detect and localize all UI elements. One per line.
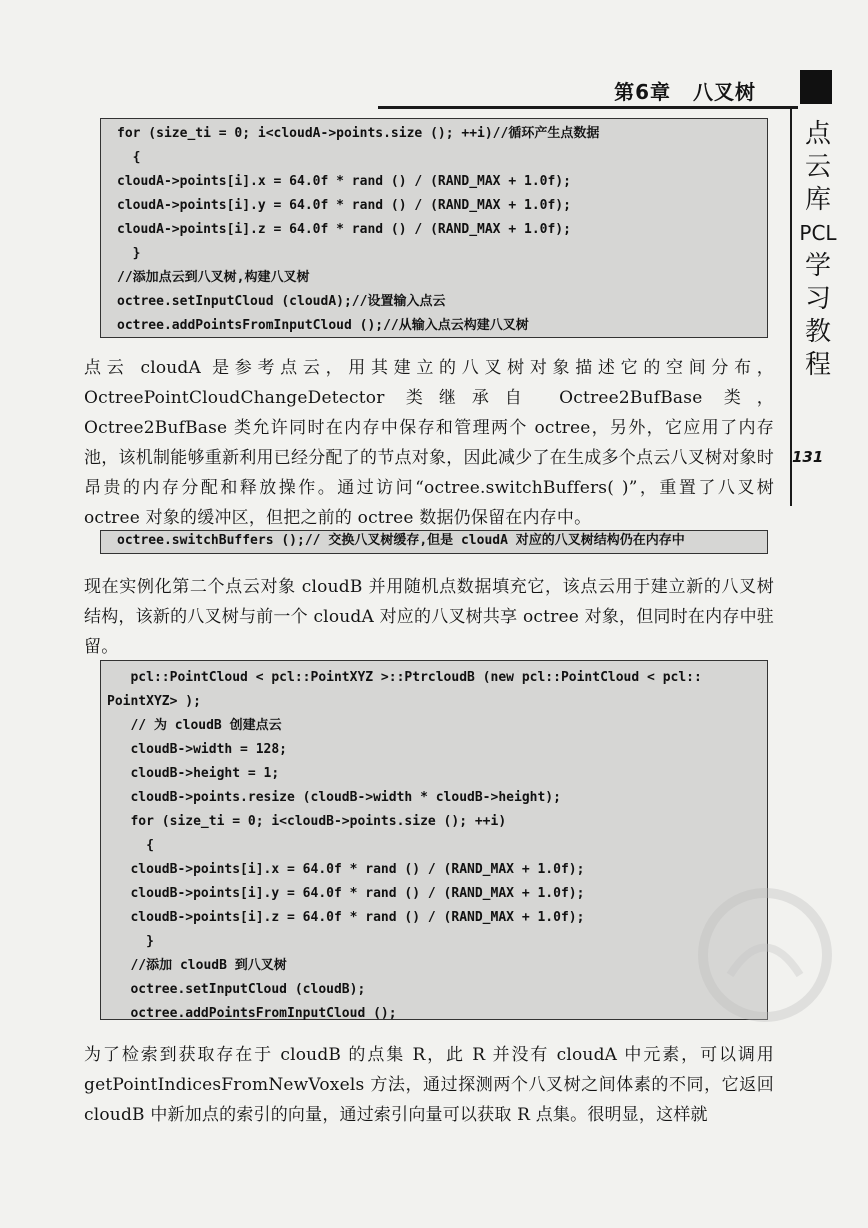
header-rule <box>378 106 798 109</box>
code-line: octree.setInputCloud (cloudA);//设置输入点云 <box>117 294 446 309</box>
code-block-cloudB <box>100 660 768 1020</box>
side-tab-book-title <box>798 118 838 382</box>
side-tab-char: 云 <box>804 152 831 182</box>
side-tab-char: 教 <box>804 317 831 347</box>
code-line: //添加点云到八叉树,构建八叉树 <box>117 270 310 285</box>
side-tab-char: 库 <box>804 185 831 215</box>
side-tab-char: 程 <box>804 350 831 380</box>
code-line: // 为 cloudB 创建点云 <box>107 718 282 733</box>
chapter-header <box>614 76 756 105</box>
code-line: } <box>117 246 141 261</box>
code-line: for (size_ti = 0; i<cloudB->points.size (); ++i) <box>107 814 507 829</box>
body-paragraph: 为了检索到获取存在于 cloudB 的点集 R，此 R 并没有 cloudA 中元素，可以调用 getPointIndicesFromNewVoxels 方法，通过探测两个八叉树之间体素的不同，它返回 cloudB 中新加点的索引的向量，通过索引向量可以获取 R 点集。很明显，这样就 <box>84 1045 774 1125</box>
page-number: 131 <box>792 448 824 466</box>
body-paragraph: 点云 cloudA 是参考点云，用其建立的八叉树对象描述它的空间分布，OctreePointCloudChangeDetector 类继承自 Octree2BufBase 类，Octree2BufBase 类允许同时在内存中保存和管理两个 octree，另外，它应用了内存池，该机制能够重新利用已经分配了的节点对象，因此减少了在生成多个点云八叉树对象时昂贵的内存分配和释放操作。通过访问“octree.switchBuffers( )”，重置了八叉树 octree 对象的缓冲区，但把之前的 octree 数据仍保留在内存中。 <box>84 358 774 528</box>
code-line: { <box>107 838 154 853</box>
code-line: octree.setInputCloud (cloudB); <box>107 982 366 997</box>
side-tab-char: 点 <box>804 119 831 149</box>
code-line: cloudB->points[i].z = 64.0f * rand () / (RAND_MAX + 1.0f); <box>107 910 585 925</box>
code-line: cloudB->points[i].y = 64.0f * rand () / (RAND_MAX + 1.0f); <box>107 886 585 901</box>
side-tab-char: PCL <box>799 221 837 245</box>
code-line: cloudB->width = 128; <box>107 742 288 757</box>
code-line: pcl::PointCloud < pcl::PointXYZ >::PtrcloudB (new pcl::PointCloud < pcl:: <box>107 670 702 685</box>
chapter-number: 第6章 <box>614 80 671 104</box>
code-line: PointXYZ> ); <box>107 694 201 709</box>
corner-tab-block <box>800 70 832 104</box>
code-line: cloudB->points[i].x = 64.0f * rand () / (RAND_MAX + 1.0f); <box>107 862 585 877</box>
code-line: octree.addPointsFromInputCloud ();//从输入点云构建八叉树 <box>117 318 529 333</box>
side-rule <box>790 106 792 506</box>
code-line: } <box>107 934 154 949</box>
code-line: octree.switchBuffers ();// 交换八叉树缓存,但是 cloudA 对应的八叉树结构仍在内存中 <box>117 533 685 548</box>
side-tab-char: 习 <box>804 284 831 314</box>
code-line: { <box>117 150 141 165</box>
body-paragraph: 现在实例化第二个点云对象 cloudB 并用随机点数据填充它，该点云用于建立新的八叉树结构，该新的八叉树与前一个 cloudA 对应的八叉树共享 octree 对象，但同时在内存中驻留。 <box>84 577 774 657</box>
code-line: cloudB->points.resize (cloudB->width * cloudB->height); <box>107 790 561 805</box>
code-line: //添加 cloudB 到八叉树 <box>107 958 287 973</box>
code-line: cloudA->points[i].y = 64.0f * rand () / (RAND_MAX + 1.0f); <box>117 198 571 213</box>
code-line: cloudA->points[i].z = 64.0f * rand () / (RAND_MAX + 1.0f); <box>117 222 571 237</box>
code-block-switch-buffers <box>100 530 768 554</box>
code-line: cloudA->points[i].x = 64.0f * rand () / (RAND_MAX + 1.0f); <box>117 174 571 189</box>
code-line: cloudB->height = 1; <box>107 766 280 781</box>
chapter-title: 八叉树 <box>693 80 756 104</box>
code-line: for (size_ti = 0; i<cloudA->points.size (); ++i)//循环产生点数据 <box>117 126 600 141</box>
side-tab-char: 学 <box>804 251 831 281</box>
pdg-watermark-logo <box>690 880 840 1030</box>
code-block-cloudA <box>100 118 768 338</box>
code-line: octree.addPointsFromInputCloud (); <box>107 1006 397 1021</box>
